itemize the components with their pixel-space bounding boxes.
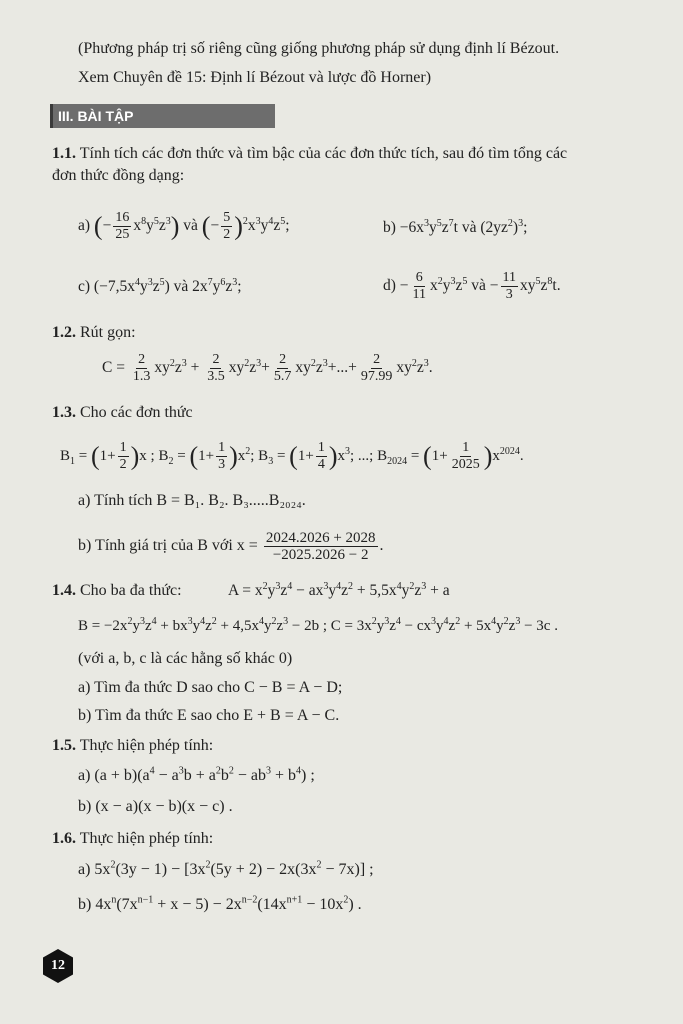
section-title: III. BÀI TẬP	[58, 108, 134, 124]
q14-part-b: b) Tìm đa thức E sao cho E + B = A − C.	[78, 707, 340, 724]
q11-part-c: c) $(-7,5x^4y^3z^5)$ và $2x^7y^6z^3$;	[78, 276, 242, 295]
question-number: 1.2.	[52, 324, 76, 341]
q14-poly-a: $A = x^2y^3z^4 - ax^3y^4z^2 + 5,5x^4y^2z^3 + a$	[228, 580, 450, 599]
q15-part-a: a) $(a + b)(a^4 - a^3b + a^2b^2 - ab^3 + b^4)$ ;	[78, 765, 315, 784]
q13-b-numerator: 2024.2026 + 2028	[265, 530, 376, 546]
q13-part-b: b) Tính giá trị của B với x = $\frac{2024.2026 + 2028}{-2025.2026 - 2}$ .	[78, 530, 384, 563]
q13-b-denominator: −2025.2026 − 2	[272, 547, 369, 563]
section-banner	[50, 104, 275, 128]
q15-part-b: b) (x − a)(x − b)(x − c) .	[78, 798, 233, 815]
q16-part-b: b) $4x^n(7x^{n-1} + x - 5) - 2x^{n-2}(14x^{n+1} - 10x^2)$ .	[78, 894, 362, 913]
question-1-6	[52, 828, 213, 850]
q14-note: (với a, b, c là các hằng số khác 0)	[78, 650, 293, 667]
question-text: Rút gọn:	[80, 324, 136, 341]
question-1-1	[52, 143, 672, 187]
page-number: 12	[51, 958, 65, 973]
question-number: 1.4.	[52, 582, 76, 599]
question-number: 1.1.	[52, 145, 76, 162]
q14-poly-b-c: $B = -2x^2y^3z^4 + bx^3y^4z^2 + 4,5x^4y^2z^3 - 2b$ ; $C = 3x^2y^3z^4 - cx^3y^4z^2 + 5x^4y^2z^3 - 3c$ .	[78, 616, 558, 634]
question-1-3	[52, 402, 193, 424]
question-text: Tính tích các đơn thức và tìm bậc của các đơn thức tích, sau đó tìm tổng các	[79, 145, 568, 162]
q13-part-b-label: b) Tính giá trị của B với x =	[78, 537, 258, 555]
question-1-2	[52, 322, 136, 344]
question-text: Cho các đơn thức	[80, 404, 193, 421]
q13-part-a: a) Tính tích B = B₁. B₂. B₃.....B₂₀₂₄.	[78, 492, 306, 509]
page-number-badge	[40, 948, 76, 984]
question-text: Thực hiện phép tính:	[79, 830, 214, 847]
question-text-2: đơn thức đồng dạng:	[52, 167, 185, 184]
q16-part-a: a) $5x^2(3y - 1) - [3x^2(5y + 2) - 2x(3x^2 - 7x)]$ ;	[78, 859, 374, 878]
question-1-4	[52, 580, 182, 602]
question-number: 1.5.	[52, 737, 76, 754]
q12-expression: C = $\frac{2}{1.3}$ $xy^2z^3$ + $\frac{2}{3.5}$ $xy^2z^3+$ $\frac{2}{5.7}$ $xy^2z^3+...+$ $\frac{2}{97.99}$ $xy^2z^3$.	[102, 352, 433, 384]
intro-note	[78, 34, 678, 92]
q14-part-a: a) Tìm đa thức D sao cho C − B = A − D;	[78, 679, 343, 696]
question-number: 1.6.	[52, 830, 76, 847]
q11-part-a: a) (− $\frac{16}{25}$ $x^8y^5z^3$) và (− $\frac{5}{2}$ )$^2x^3y^4z^5$;	[78, 210, 290, 242]
question-text: Thực hiện phép tính:	[79, 737, 214, 754]
question-number: 1.3.	[52, 404, 76, 421]
question-1-5	[52, 735, 213, 757]
q11-part-b: $b) -6x^3y^5z^7t$ và $(2yz^2)^3$;	[383, 217, 528, 236]
q13-monomials: $B_1 = (1+$ $\frac{1}{2}$ )x ; $B_2 = (1+$ $\frac{1}{3}$ )$x^2$; $B_3 = (1+$ $\frac{1}{4}$ )$x^3$; ...; $B_{2024} = (1+$ $\frac{1}{2025}$ )$x^{2024}$.	[60, 440, 524, 472]
intro-line-2: Xem Chuyên đề 15: Định lí Bézout và lược đồ Horner)	[78, 69, 432, 86]
intro-line-1: (Phương pháp trị số riêng cũng giống phương pháp sử dụng định lí Bézout.	[78, 40, 560, 57]
q11-part-d: d) − $\frac{6}{11}$ $x^2y^3z^5$ và − $\frac{11}{3}$ $xy^5z^8t$.	[383, 270, 561, 302]
question-text: Cho ba đa thức:	[80, 582, 182, 599]
